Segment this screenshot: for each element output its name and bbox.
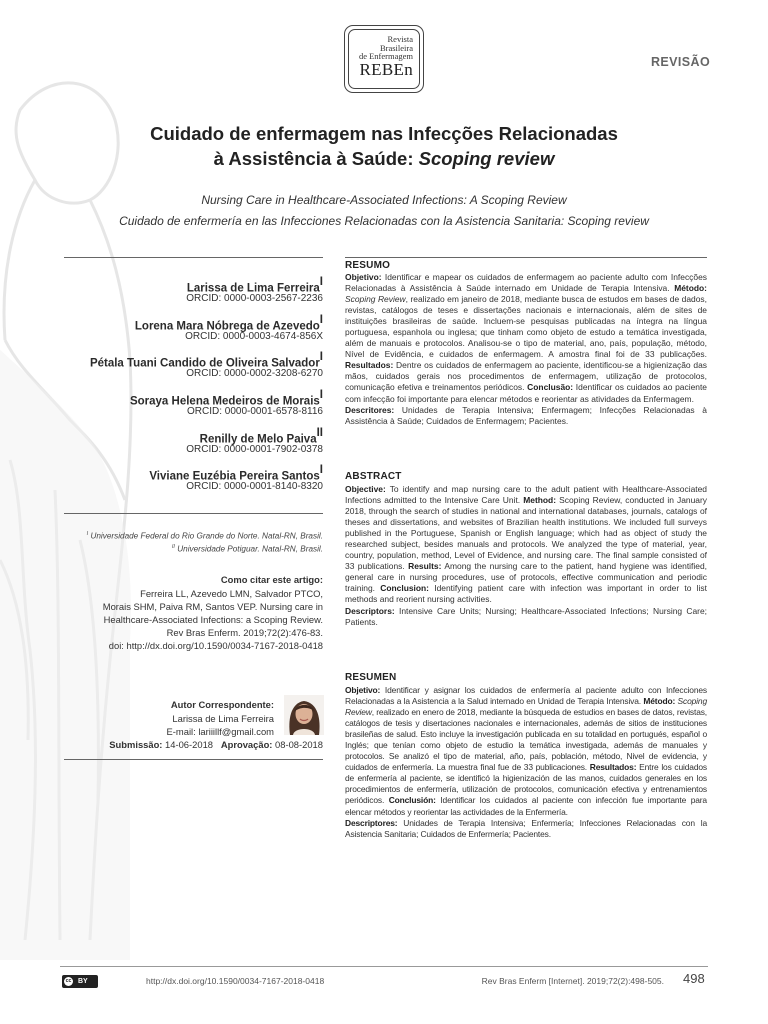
resumo-results: Dentre os cuidados de enfermagem ao paciente, identificou-se a higienização das mãos, cuidados gerais nos procedimentos de enfermagem, utilização de protocolos, comunicação efetiva e treinamentos periódicos. (345, 360, 707, 393)
resumo-descriptors: Unidades de Terapia Intensiva; Enfermagem; Infecções Relacionadas à Assistência à Saúde; Cuidados de Enfermagem; Pacientes. (345, 404, 707, 426)
resumo-objective: Identificar e mapear os cuidados de enfermagem ao paciente adulto com Infecções Relacionadas à Assistência à Saúde internado em Unidade de Terapia Intensiva. (345, 272, 707, 294)
resumo-body (345, 272, 707, 427)
author-name-text: Pétala Tuani Candido de Oliveira Salvador (89, 357, 320, 370)
license-by-label: BY (78, 978, 88, 985)
resumo-heading: RESUMO (345, 260, 391, 271)
author-name-text: Viviane Euzébia Pereira Santos (149, 470, 320, 483)
article-title-line1: Cuidado de enfermagem nas Infecções Relacionadas (150, 123, 618, 144)
affiliation-text: Universidade Federal do Rio Grande do Norte. Natal-RN, Brasil. (90, 531, 323, 541)
author-name-text: Larissa de Lima Ferreira (186, 282, 320, 295)
author-orcid[interactable]: ORCID: 0000-0003-2567-2236 (186, 293, 323, 304)
resumen-results-label: Resultados: (589, 762, 637, 773)
cc-icon: cc (65, 978, 72, 984)
left-divider-dates (64, 759, 323, 760)
subtitle-spanish: Cuidado de enfermería en las Infecciones Relacionadas con la Asistencia Sanitaria: Scoping review (119, 214, 649, 228)
author-affil-sup: I (319, 389, 323, 401)
author-name-text: Soraya Helena Medeiros de Morais (129, 395, 320, 408)
approval-date: 08-08-2018 (275, 739, 323, 750)
author-photo (284, 695, 324, 735)
resumo-objective-label: Objetivo: (345, 272, 382, 282)
resumen-objective-label: Objetivo: (345, 685, 381, 695)
author-orcid[interactable]: ORCID: 0000-0003-4674-856X (185, 331, 323, 342)
abstract-objective-label: Objective: (345, 484, 386, 494)
abstract-method: Scoping Review, conducted in January 2018, through the search of studies in national and international databases, journals, catalogs of theses and dissertations, and websites of Brazilian health institutions. We included full surveys published in the Portuguese, Spanish or English language; which had as object of study the researched subject, besides manuals and protocols. We analyzed the type of material, year, country, population, method, Level of Evidence, and nursing care. The final sample consisted of 33 publications. (345, 495, 707, 572)
footer-journal-reference: Rev Bras Enferm [Internet]. 2019;72(2):498-505. (481, 976, 664, 986)
affiliation-sup: I (86, 531, 89, 537)
resumen-conclusion-label: Conclusión: (388, 795, 436, 806)
corresponding-author-heading: Autor Correspondente: (170, 699, 274, 710)
author-name-text: Renilly de Melo Paiva (199, 433, 317, 446)
resumo-conclusion: Identificar os cuidados ao paciente com infecção foi importante para elencar métodos e reorientar as atividades da Enfermagem. (345, 382, 707, 404)
resumen-method-italic: Scoping Review (345, 696, 707, 718)
article-title-line2 (100, 148, 668, 170)
corresponding-author-email[interactable]: E-mail: lariiillf@gmail.com (166, 726, 274, 737)
author-orcid[interactable]: ORCID: 0000-0002-3208-6270 (186, 368, 323, 379)
logo-wordmark: REBEn (359, 59, 413, 79)
abstract-conclusion: Identifying patient care with infection was important in order to list methods and reorient nursing activities. (345, 583, 707, 605)
abstract-method-label: Method: (523, 495, 557, 506)
submission-dates (109, 739, 323, 750)
logo-line-brasileira: Brasileira (379, 42, 413, 53)
journal-logo (344, 25, 424, 93)
author-orcid[interactable]: ORCID: 0000-0001-6578-8116 (186, 406, 323, 417)
resumo-method-italic: Scoping Review (345, 294, 406, 305)
section-label: REVISÃO (651, 55, 711, 69)
author-name-text: Lorena Mara Nóbrega de Azevedo (134, 320, 320, 333)
author-affil-sup: II (316, 427, 323, 439)
resumen-conclusion: Identificar los cuidados al paciente con infección fue importante para elencar métodos y reorientar las actividades de la Enfermería. (345, 795, 707, 817)
resumo-method: , realizado em janeiro de 2018, mediante busca de estudos em bases de dados, revistas, catálogos de teses e dissertações nacionais e internacionais, além de sites de instituições brasileiras de saúde. Incluem-se pesquisas publicadas na íntegra na língua portuguesa, espanhola ou inglesa; que tinham como objeto de estudo a temática investigada, além de manuais e protocolos. Analisou-se o tipo de material, ano, país, população, método, Nível de Evidência, e cuidados de enfermagem. A amostra final foi de 33 publicações. (345, 294, 707, 360)
citation-doi-link[interactable]: doi: http://dx.doi.org/10.1590/0034-7167-2018-0418 (108, 640, 323, 651)
citation-line: Morais SHM, Paiva RM, Santos VEP. Nursing care in (102, 601, 323, 612)
corresponding-author-name: Larissa de Lima Ferreira (172, 713, 274, 724)
abstract-heading: ABSTRACT (345, 471, 402, 482)
resumen-objective: Identificar y asignar los cuidados de enfermería al paciente adulto con Infecciones Relacionadas a la Asistencia a la Salud internado en Unidad de Terapia Intensiva. (345, 685, 707, 707)
affiliation (172, 544, 323, 554)
citation-line: Healthcare-Associated Infections: a Scoping Review. (103, 614, 323, 625)
submission-label: Submissão: (109, 739, 163, 750)
abstract-descriptors-label: Descriptors: (345, 605, 395, 616)
citation-line: Rev Bras Enferm. 2019;72(2):476-83. (166, 627, 323, 638)
author-affil-sup: I (319, 314, 323, 326)
author-affil-sup: I (319, 464, 323, 476)
resumen-results: Entre los cuidados de enfermería al paciente, se identificó la higienización de las manos, cuidados generales en los procedimientos de enfermería, utilización de protocolos, comunicación efectiva y entrenamientos periódicos. (345, 762, 707, 806)
abstract-conclusion-label: Conclusion: (380, 583, 429, 594)
author-orcid[interactable]: ORCID: 0000-0001-8140-8320 (186, 481, 323, 492)
logo-line-enfermagem: de Enfermagem (358, 51, 413, 62)
abstract-results: Among the nursing care to the patient, hand hygiene was identified, general care in nursing procedures, use of protocols, effective communication and periodic training. (345, 561, 707, 594)
submission-date: 14-06-2018 (165, 739, 214, 750)
left-divider-affil (64, 513, 323, 514)
subtitle-english: Nursing Care in Healthcare-Associated Infections: A Scoping Review (201, 193, 567, 207)
affiliation (87, 531, 323, 541)
abstract-body (345, 484, 707, 628)
resumen-heading: RESUMEN (345, 672, 397, 683)
affiliation-text: Universidade Potiguar. Natal-RN, Brasil. (177, 544, 323, 554)
article-title-line2-text: à Assistência à Saúde: (213, 148, 419, 169)
cc-by-license-badge[interactable] (62, 975, 98, 988)
abstract-results-label: Results: (408, 561, 442, 572)
resumen-descriptors-label: Descriptores: (345, 817, 398, 828)
resumo-results-label: Resultados: (345, 360, 394, 371)
affiliation-sup: II (171, 544, 175, 550)
author-orcid[interactable]: ORCID: 0000-0001-7902-0378 (186, 444, 323, 455)
page-number: 498 (683, 971, 705, 986)
author-affil-sup: I (319, 351, 323, 363)
resumen-method: , realizado en enero de 2018, mediante la búsqueda de estudios en bases de datos, revistas, catálogos de tesis y disertaciones nacionales e internacionales, además de sitios de instituciones brasileñas de salud. Esto incluye la investigación publicada en su totalidad en portugués, español o Inglés; que tenían como objeto de estudio la temática investigada, además de manuales y protocolos. Se analizó el tipo de material, año, país, población, método, Nivel de evidencia, y cuidados de enfermería. La muestra final fue de 33 publicaciones. (345, 707, 707, 773)
footer-divider (60, 966, 708, 967)
right-divider-top (345, 257, 707, 258)
abstract-descriptors: Intensive Care Units; Nursing; Healthcare-Associated Infections; Nursing Care; Patients. (345, 605, 707, 627)
watermark-figure (0, 40, 150, 960)
abstract-objective: To identify and map nursing care to the adult patient with Healthcare-Associated Infections admitted to the Intensive Care Unit. (345, 484, 707, 506)
approval-label: Aprovação: (220, 739, 273, 750)
resumo-method-label: Método: (674, 283, 707, 294)
resumen-descriptors: Unidades de Terapia Intensiva; Enfermería; Infecciones Relacionadas con la Asistencia Sanitaria; Cuidados de Enfermería; Pacientes. (345, 817, 707, 839)
resumen-method-label: Método: (643, 696, 676, 707)
resumo-descriptors-label: Descritores: (345, 404, 395, 415)
resumo-conclusion-label: Conclusão: (527, 382, 574, 393)
author-affil-sup: I (319, 276, 323, 288)
resumen-body (345, 685, 707, 840)
footer-doi-link[interactable]: http://dx.doi.org/10.1590/0034-7167-2018-0418 (146, 976, 325, 986)
article-title-italic: Scoping review (418, 148, 555, 169)
logo-line-revista: Revista (387, 34, 413, 44)
citation-heading: Como citar este artigo: (220, 574, 323, 585)
left-divider-top (64, 257, 323, 258)
citation-line: Ferreira LL, Azevedo LMN, Salvador PTCO, (140, 588, 323, 599)
